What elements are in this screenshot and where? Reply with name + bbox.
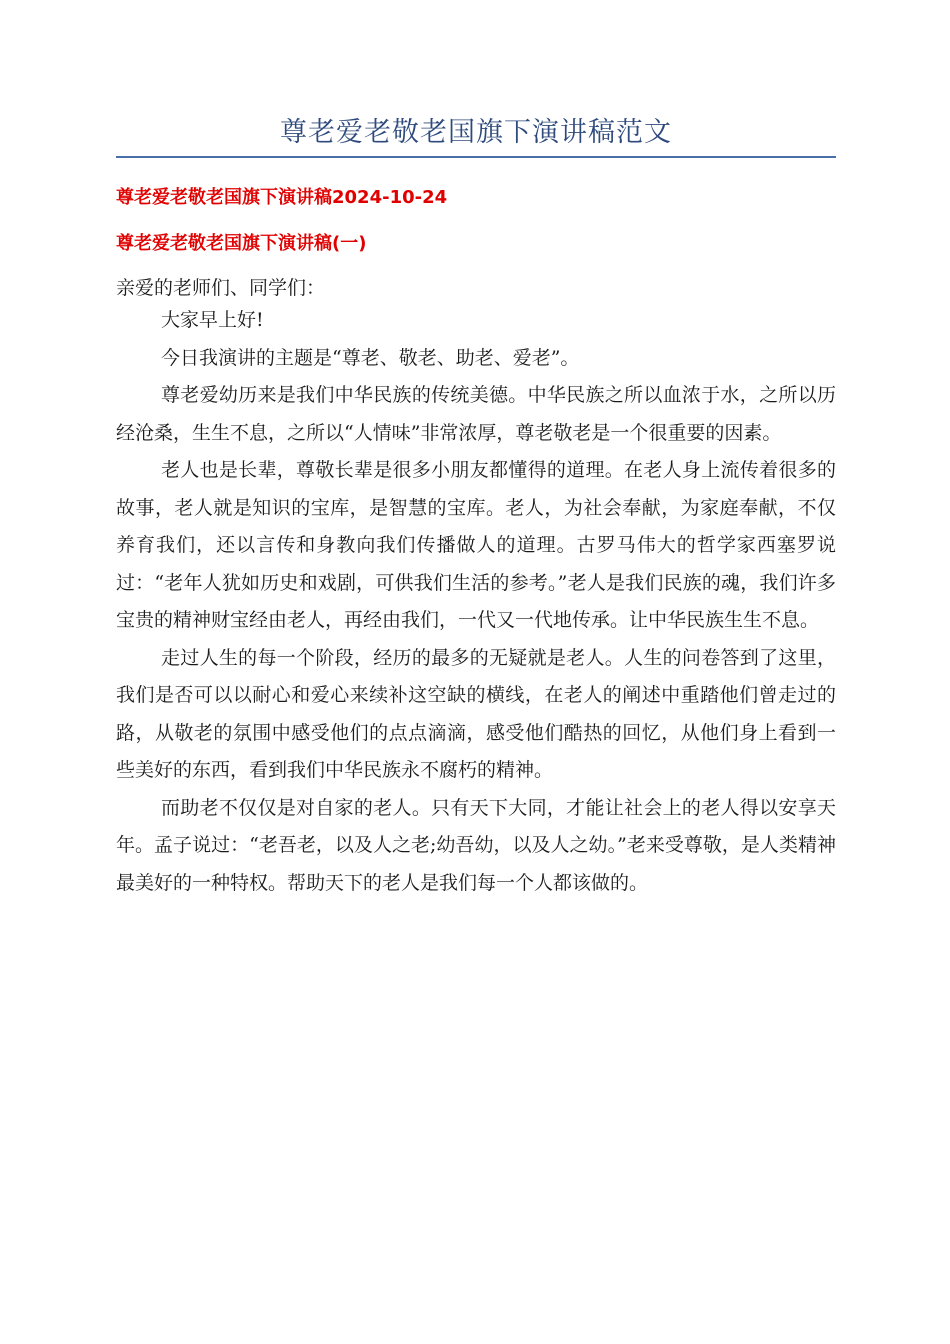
paragraph-helping-elders: 而助老不仅仅是对自家的老人。只有天下大同，才能让社会上的老人得以安享天年。孟子说过：“老吾老，以及人之老;幼吾幼，以及人之幼。”老来受尊敬，是人类精神最美好的一种特权。帮助天下的老人是我们每一个人都该做的。 — [116, 796, 836, 894]
title-underline — [116, 156, 836, 158]
paragraph-elders: 老人也是长辈，尊敬长辈是很多小朋友都懂得的道理。在老人身上流传着很多的故事，老人就是知识的宝库，是智慧的宝库。老人，为社会奉献，为家庭奉献，不仅养育我们，还以言传和身教向我们传播做人的道理。古罗马伟大的哲学家西塞罗说过：“老年人犹如历史和戏剧，可供我们生活的参考。”老人是我们民族的魂，我们许多宝贵的精神财宝经由老人，再经由我们，一代又一代地传承。让中华民族生生不息。 — [116, 459, 836, 631]
paragraph-topic: 今日我演讲的主题是“尊老、敬老、助老、爱老”。 — [161, 346, 580, 369]
sub-heading: 尊老爱老敬老国旗下演讲稿(一) — [116, 233, 367, 254]
paragraph-tradition: 尊老爱幼历来是我们中华民族的传统美德。中华民族之所以血浓于水，之所以历经沧桑，生生不息，之所以“人情味”非常浓厚，尊老敬老是一个很重要的因素。 — [116, 384, 836, 444]
paragraph-greeting: 大家早上好! — [161, 309, 264, 331]
document-title: 尊老爱老敬老国旗下演讲稿范文 — [280, 117, 672, 148]
document-page — [116, 0, 836, 902]
salutation: 亲爱的老师们、同学们： — [116, 277, 326, 299]
paragraph-life-stages: 走过人生的每一个阶段，经历的最多的无疑就是老人。人生的问卷答到了这里，我们是否可以以耐心和爱心来续补这空缺的横线，在老人的阐述中重踏他们曾走过的路，从敬老的氛围中感受他们的点点滴滴，感受他们酷热的回忆，从他们身上看到一些美好的东西，看到我们中华民族永不腐朽的精神。 — [116, 646, 836, 781]
main-heading: 尊老爱老敬老国旗下演讲稿2024-10-24 — [116, 187, 448, 208]
